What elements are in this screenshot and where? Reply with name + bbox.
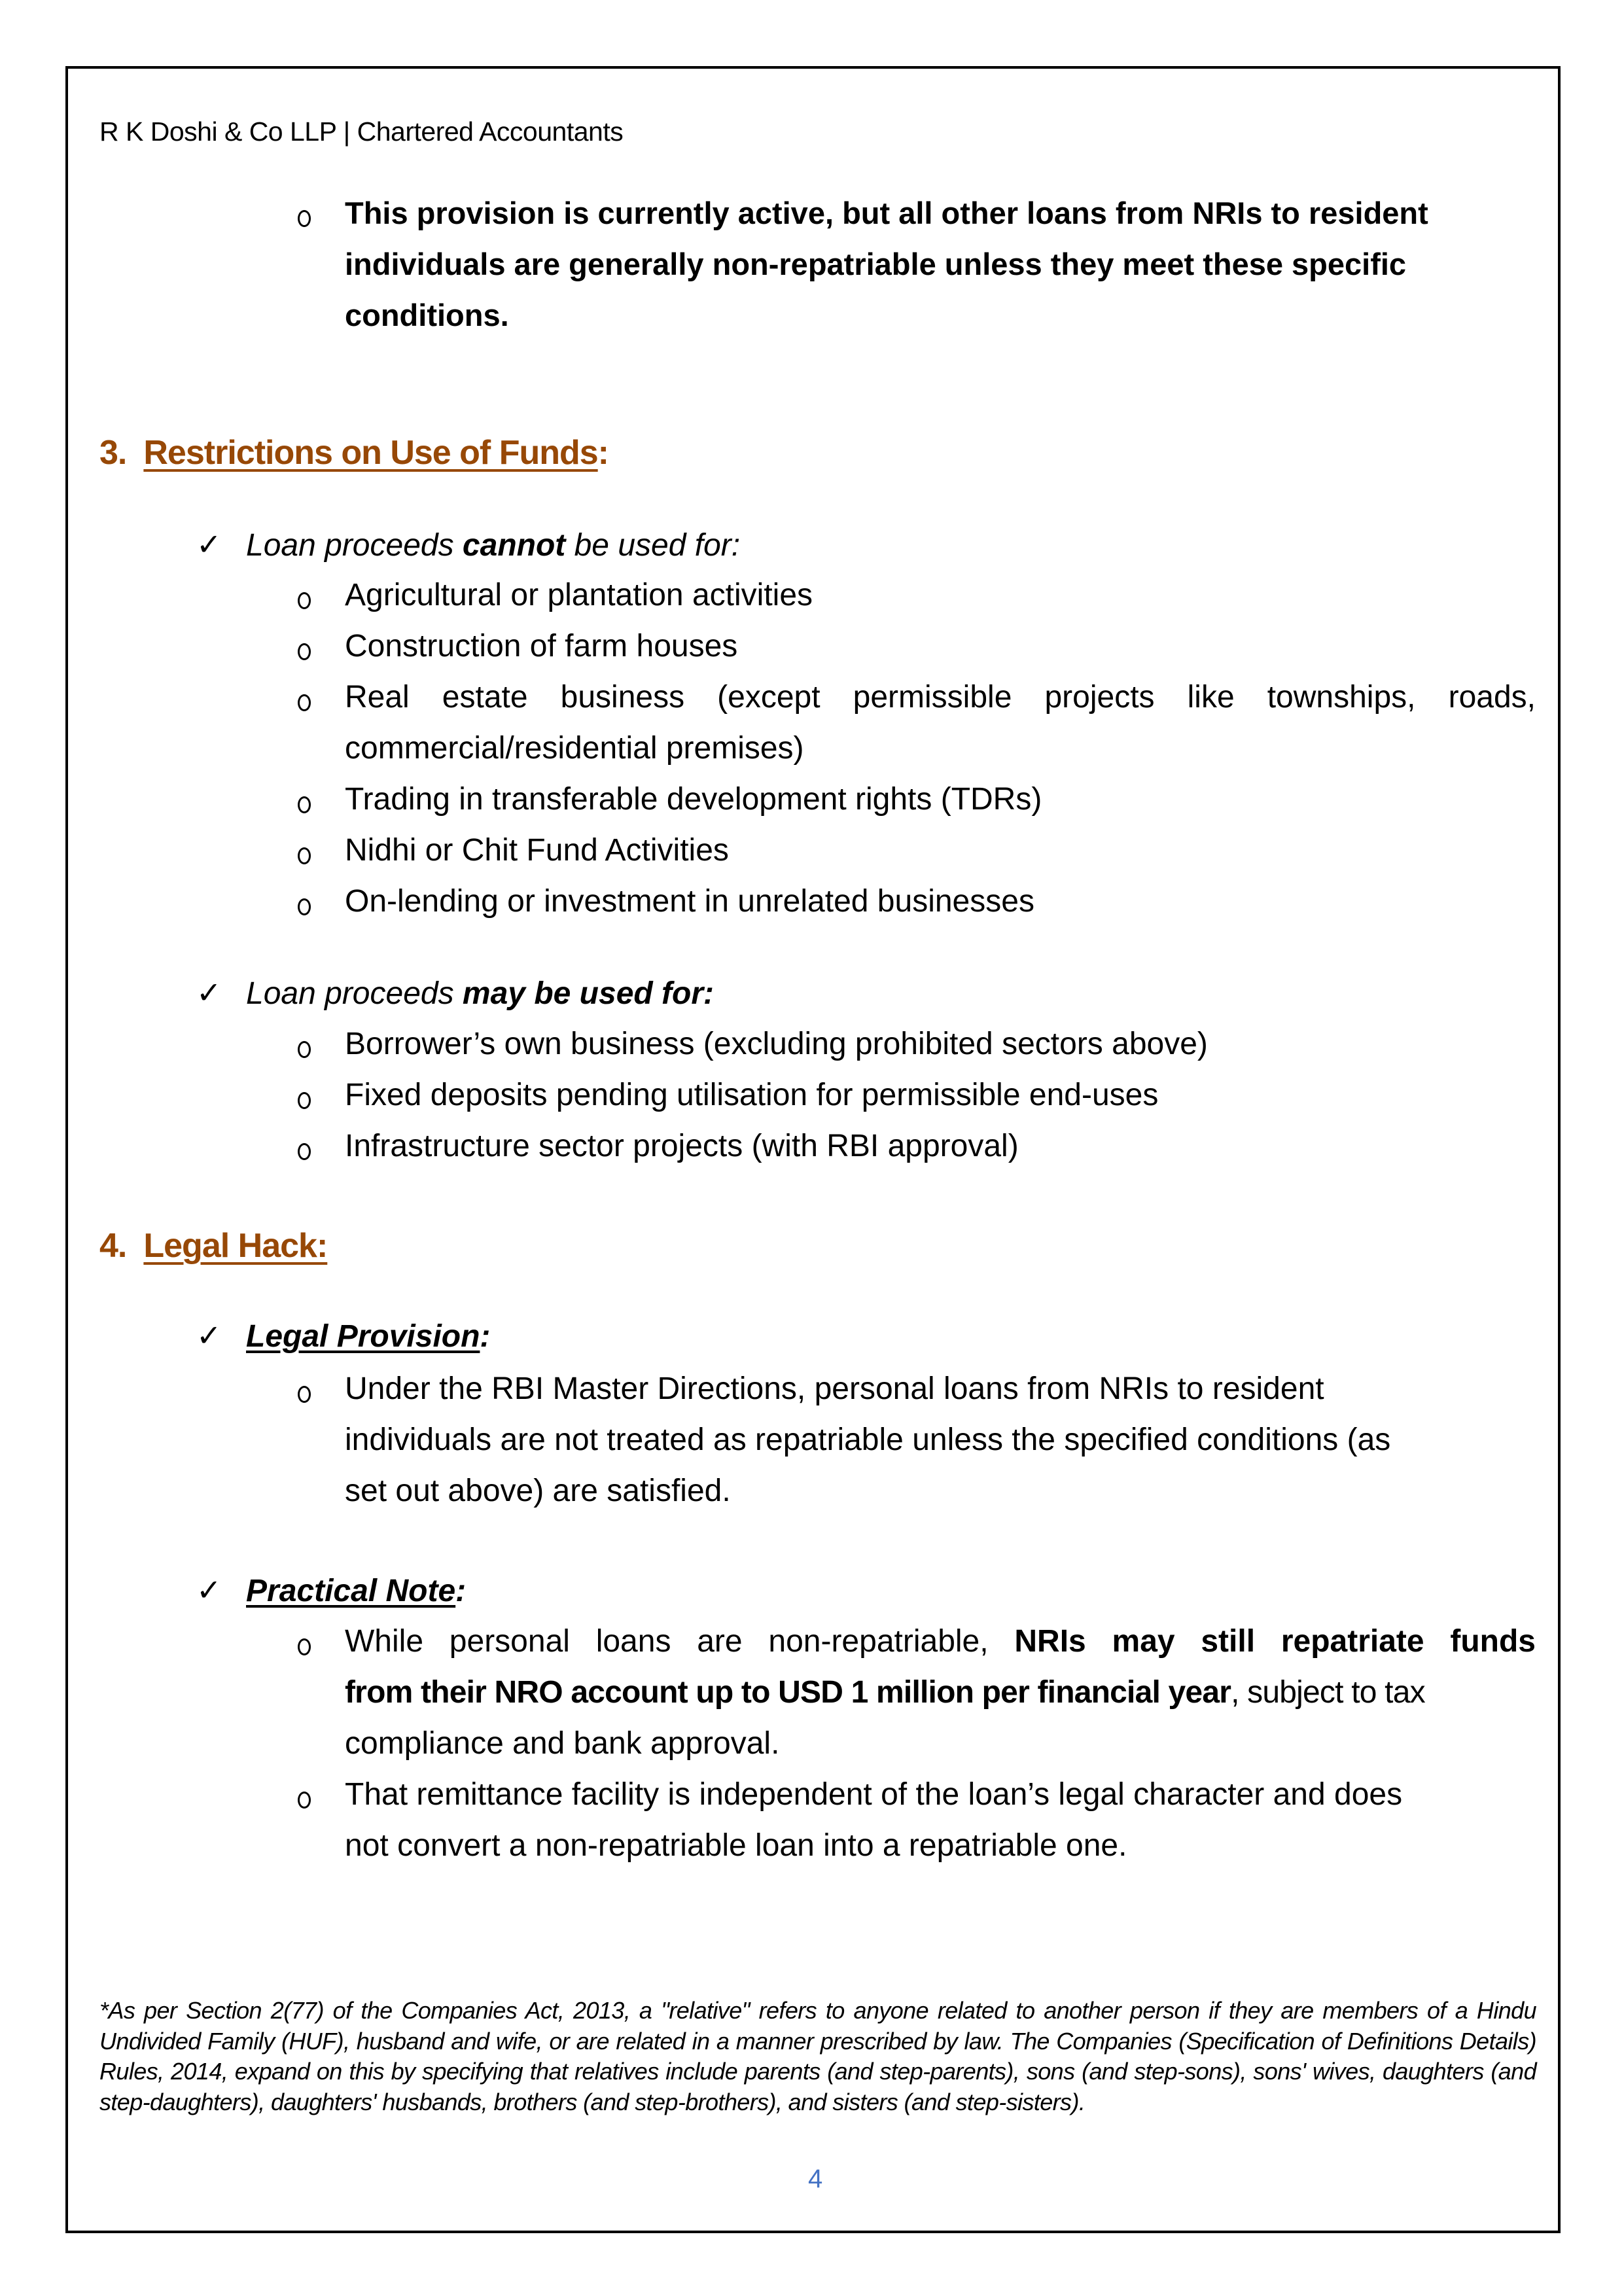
section-number: 4. (99, 1227, 127, 1265)
text-normal: While personal loans are non-repatriable, (345, 1624, 1015, 1659)
checkmark-icon: ✓ (196, 1572, 222, 1608)
intro-bullet-line: This provision is currently active, but all other loans from NRIs to resident (345, 196, 1428, 230)
list-item: Infrastructure sector projects (with RBI approval) (345, 1129, 1019, 1163)
intro-bullet-line: conditions. (345, 298, 509, 332)
list-item-continuation (345, 1674, 1425, 1710)
may-group-label (246, 976, 714, 1012)
hollow-bullet-icon (298, 1092, 311, 1109)
section-4-heading (99, 1226, 327, 1265)
list-item: That remittance facility is independent of the loan’s legal character and does (345, 1777, 1403, 1812)
hollow-bullet-icon (298, 1041, 311, 1058)
label-text: be used for: (565, 528, 741, 563)
checkmark-icon: ✓ (196, 1318, 222, 1353)
label-emphasis: may be used for: (462, 976, 715, 1011)
label-text: Loan proceeds (246, 528, 463, 563)
text-emphasis: NRIs may still repatriate funds (1014, 1624, 1536, 1659)
label-colon: : (480, 1319, 491, 1354)
list-item: On-lending or investment in unrelated businesses (345, 884, 1034, 919)
list-item: Construction of farm houses (345, 629, 738, 663)
label-text: Legal Provision (246, 1319, 480, 1354)
section-title-colon: : (597, 434, 609, 472)
label-emphasis: cannot (462, 528, 566, 563)
list-item-continuation: not convert a non-repatriable loan into a repatriable one. (345, 1828, 1127, 1863)
document-header: R K Doshi & Co LLP | Chartered Accountants (99, 116, 624, 147)
hollow-bullet-icon (298, 1792, 311, 1809)
hollow-bullet-icon (298, 643, 311, 660)
checkmark-icon: ✓ (196, 527, 222, 562)
list-item (345, 1623, 1536, 1659)
list-item-continuation: individuals are not treated as repatriable unless the specified conditions (as (345, 1422, 1391, 1457)
section-title: Restrictions on Use of Funds (143, 434, 598, 472)
practical-note-label (246, 1573, 466, 1609)
hollow-bullet-icon (298, 1386, 311, 1403)
list-item-continuation: set out above) are satisfied. (345, 1474, 731, 1508)
section-title: Legal Hack: (143, 1227, 328, 1265)
list-item: Fixed deposits pending utilisation for permissible end-uses (345, 1078, 1159, 1112)
list-item: Under the RBI Master Directions, personal loans from NRIs to resident (345, 1371, 1324, 1406)
hollow-bullet-icon (298, 1638, 311, 1655)
hollow-bullet-icon (298, 847, 311, 864)
hollow-bullet-icon (298, 694, 311, 711)
text-normal: , subject to tax (1231, 1675, 1425, 1710)
list-item-continuation: compliance and bank approval. (345, 1726, 780, 1761)
checkmark-icon: ✓ (196, 975, 222, 1010)
page-number: 4 (808, 2164, 823, 2193)
list-item: Nidhi or Chit Fund Activities (345, 833, 729, 868)
list-item: Trading in transferable development rights (TDRs) (345, 782, 1042, 817)
hollow-bullet-icon (298, 796, 311, 813)
cannot-group-label (246, 527, 740, 563)
list-item: Borrower’s own business (excluding prohibited sectors above) (345, 1027, 1208, 1061)
text-emphasis: from their NRO account up to USD 1 million per financial year (345, 1675, 1231, 1710)
label-text: Practical Note (246, 1574, 456, 1608)
section-number: 3. (99, 434, 127, 472)
hollow-bullet-icon (298, 210, 311, 227)
legal-provision-label (246, 1318, 490, 1354)
hollow-bullet-icon (298, 1143, 311, 1160)
list-item: Real estate business (except permissible projects like townships, roads, (345, 680, 1536, 715)
label-colon: : (455, 1574, 467, 1608)
intro-bullet-line: individuals are generally non-repatriable unless they meet these specific (345, 247, 1407, 281)
section-3-heading (99, 433, 609, 472)
hollow-bullet-icon (298, 898, 311, 915)
label-text: Loan proceeds (246, 976, 463, 1011)
list-item-continuation: commercial/residential premises) (345, 731, 804, 766)
hollow-bullet-icon (298, 592, 311, 609)
footnote: *As per Section 2(77) of the Companies Act, 2013, a "relative" refers to anyone related to another person if they are members of a Hindu Undivided Family (HUF), husband and wife, or are related in a manner prescribed by law. The Companies (Specification of Definitions Details) Rules, 2014, expand on this by specifying that relatives include parents (and step-parents), sons (and step-sons), sons' wives, daughters (and step-daughters), daughters' husbands, brothers (and step-brothers), and sisters (and step-sisters). (99, 1997, 1536, 2115)
list-item: Agricultural or plantation activities (345, 578, 813, 612)
